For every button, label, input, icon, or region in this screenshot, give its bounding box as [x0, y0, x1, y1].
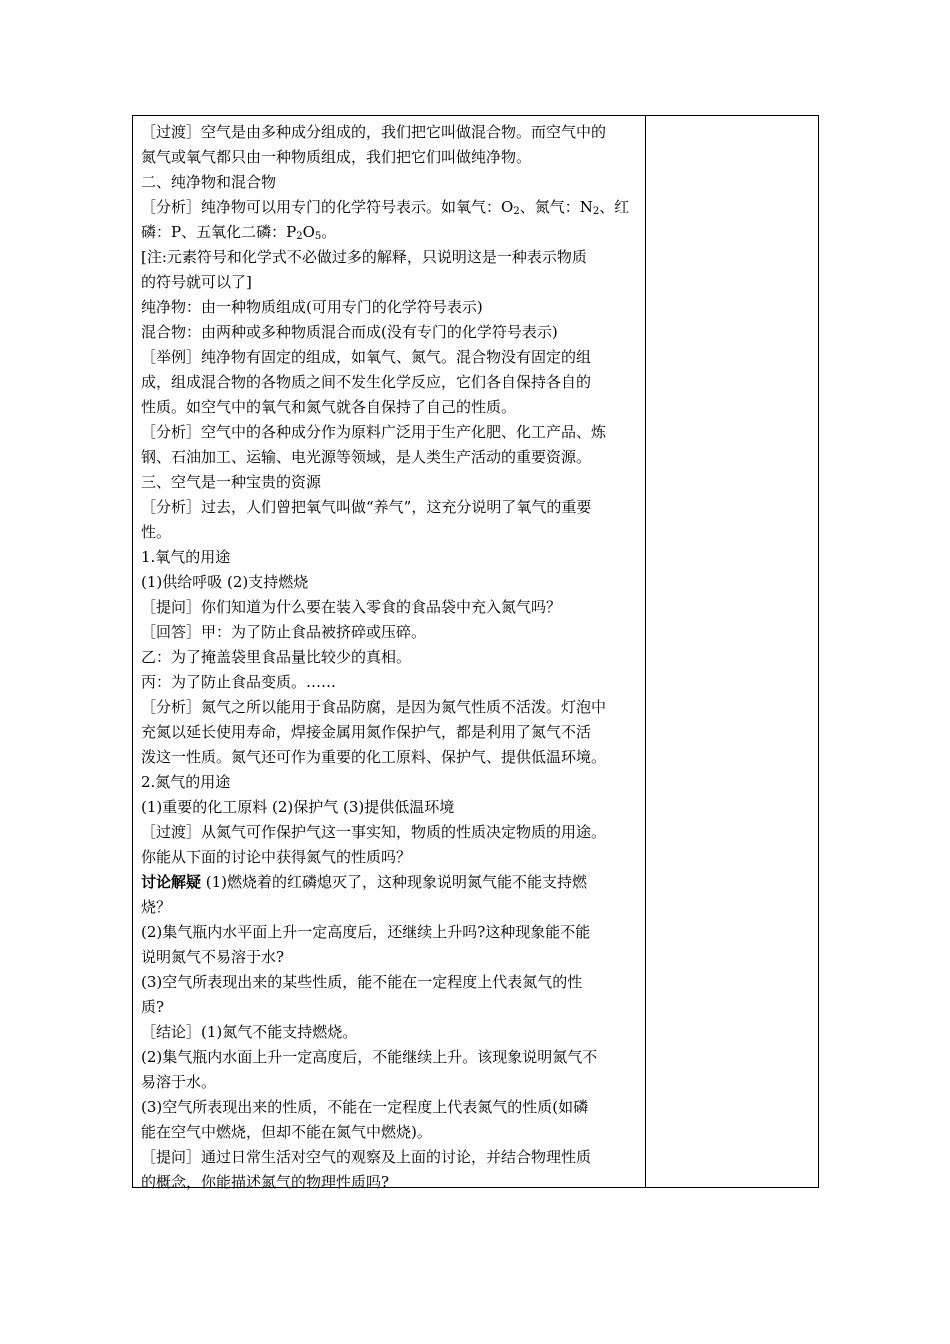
- text-line: (2)集气瓶内水平面上升一定高度后，还继续上升吗?这种现象能不能: [141, 923, 591, 941]
- subsection-heading: 1.氧气的用途: [141, 548, 231, 566]
- text-line: 钢、石油加工、运输、电光源等领域，是人类生产活动的重要资源。: [141, 448, 592, 466]
- subsection-heading: 2.氮气的用途: [141, 773, 231, 791]
- text-line: 的符号就可以了]: [141, 273, 252, 291]
- text-line: 丙：为了防止食品变质。……: [141, 673, 337, 691]
- lesson-content-cell: [133, 116, 646, 1191]
- text-line: ［回答］甲：为了防止食品被挤碎或压碎。: [141, 623, 427, 641]
- text-line: 烧？: [141, 898, 172, 916]
- text-line: (3)空气所表现出来的性质，不能在一定程度上代表氮气的性质(如磷: [141, 1098, 589, 1116]
- text-line: ［分析］过去，人们曾把氧气叫做“养气”，这充分说明了氧气的重要: [141, 498, 592, 516]
- text-line: 性质。如空气中的氧气和氮气就各自保持了自己的性质。: [141, 398, 517, 416]
- text-line: ［分析］空气中的各种成分作为原料广泛用于生产化肥、化工产品、炼: [141, 423, 607, 441]
- discussion-line: 讨论解疑 (1)燃烧着的红磷熄灭了，这种现象说明氮气能不能支持燃: [141, 873, 588, 891]
- text-line: ［提问］通过日常生活对空气的观察及上面的讨论，并结合物理性质: [141, 1148, 592, 1166]
- text-line: ［举例］纯净物有固定的组成，如氧气、氮气。混合物没有固定的组: [141, 348, 592, 366]
- text-line: 纯净物：由一种物质组成(可用专门的化学符号表示): [141, 298, 483, 316]
- formula-line: ［分析］纯净物可以用专门的化学符号表示。如氧气：$O_2$、氮气：$N_2$、红: [141, 198, 630, 217]
- text-line: 能在空气中燃烧，但却不能在氮气中燃烧)。: [141, 1123, 432, 1141]
- text-line: ［过渡］空气是由多种成分组成的，我们把它叫做混合物。而空气中的: [141, 123, 607, 141]
- text-line: 你能从下面的讨论中获得氮气的性质吗？: [141, 848, 412, 866]
- discussion-label: 讨论解疑: [141, 873, 202, 891]
- text-line: ［提问］你们知道为什么要在装入零食的食品袋中充入氮气吗？: [141, 598, 562, 616]
- text-line: (1)重要的化工原料 (2)保护气 (3)提供低温环境: [141, 798, 455, 816]
- text-line: 泼这一性质。氮气还可作为重要的化工原料、保护气、提供低温环境。: [141, 748, 607, 766]
- text-line: ［分析］氮气之所以能用于食品防腐，是因为氮气性质不活泼。灯泡中: [141, 698, 607, 716]
- text-line: 充氮以延长使用寿命，焊接金属用氮作保护气，都是利用了氮气不活: [141, 723, 592, 741]
- text-line: 性。: [141, 523, 172, 541]
- text-line: 易溶于水。: [141, 1073, 217, 1091]
- text-line: ［结论］(1)氮气不能支持燃烧。: [141, 1023, 358, 1041]
- formula-line: 磷：P、五氧化二磷：$P_2O_5$。: [141, 223, 337, 242]
- lesson-table: [132, 115, 819, 1191]
- text-line: (3)空气所表现出来的某些性质，能不能在一定程度上代表氮气的性: [141, 973, 583, 991]
- text-line: 氮气或氧气都只由一种物质组成，我们把它们叫做纯净物。: [141, 148, 532, 166]
- text-line: 质?: [141, 998, 165, 1016]
- text-line: [注:元素符号和化学式不必做过多的解释，只说明这是一种表示物质: [141, 248, 587, 266]
- section-heading: 三、空气是一种宝贵的资源: [141, 473, 322, 491]
- text-line: ［过渡］从氮气可作保护气这一事实知，物质的性质决定物质的用途。: [141, 823, 607, 841]
- text-line: 成，组成混合物的各物质之间不发生化学反应，它们各自保持各自的: [141, 373, 592, 391]
- text-line: 的概念，你能描述氮气的物理性质吗?: [141, 1173, 390, 1191]
- section-heading: 二、纯净物和混合物: [141, 173, 277, 191]
- text-line: 混合物：由两种或多种物质混合而成(没有专门的化学符号表示): [141, 323, 558, 341]
- text-line: (2)集气瓶内水面上升一定高度后，不能继续上升。该现象说明氮气不: [141, 1048, 598, 1066]
- notes-cell: [646, 116, 818, 1187]
- text-line: 说明氮气不易溶于水?: [141, 948, 285, 966]
- text-line: 乙：为了掩盖袋里食品量比较少的真相。: [141, 648, 412, 666]
- text-line: (1)供给呼吸 (2)支持燃烧: [141, 573, 309, 591]
